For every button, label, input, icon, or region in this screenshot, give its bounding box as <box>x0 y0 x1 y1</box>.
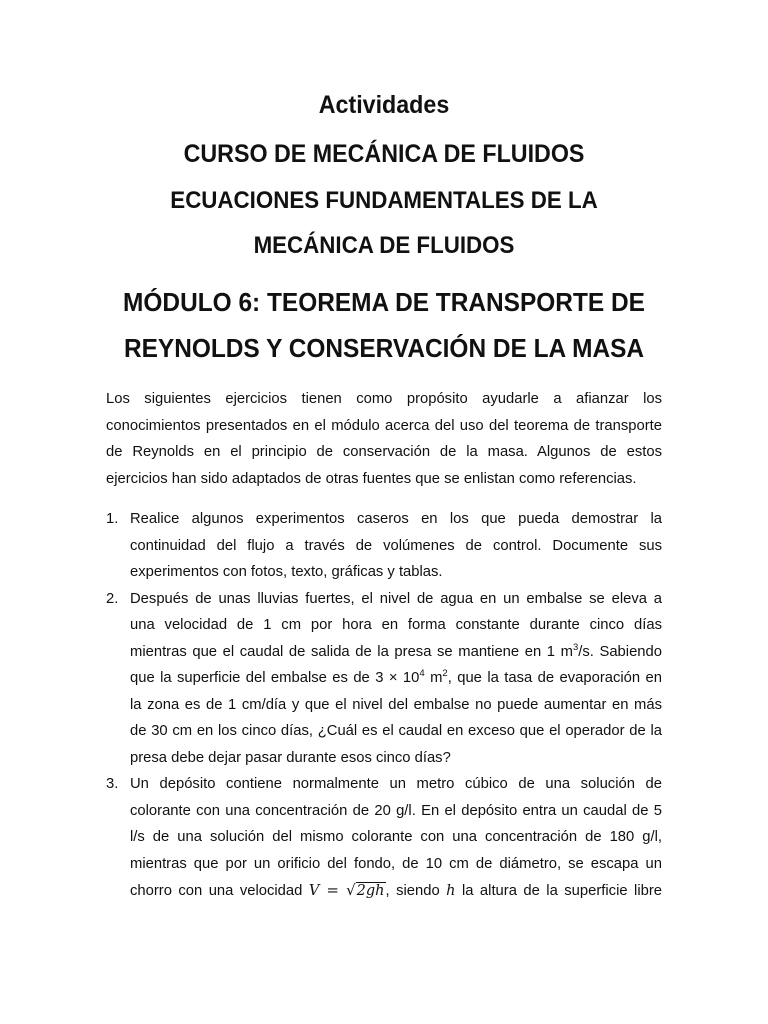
exercise-line: Después de unas lluvias fuertes, el nivel de agua en un embalse se eleva a <box>130 590 662 607</box>
exercise-item <box>106 506 662 586</box>
exercise-text: 30 cm en los cinco días, ¿Cuál es el caudal en exceso que el operador de la <box>151 723 662 739</box>
exercise-text: /s. Sabiendo <box>578 643 662 660</box>
exercise-text: mientras que el caudal de salida de la presa se mantiene en 1 m <box>130 643 573 660</box>
math-equals: = <box>319 881 347 899</box>
superscript: 3 <box>572 641 579 653</box>
exercise-text: , que la tasa de evaporación en <box>447 670 663 686</box>
exercise-text: que la superficie del embalse es de 3 × 10 <box>130 670 420 686</box>
exercise-line: colorante con una concentración de 20 g/l. En el depósito entra un caudal de 5 <box>130 802 662 819</box>
exercise-text: m <box>424 670 443 686</box>
exercise-line <box>130 718 662 745</box>
exercise-line <box>130 639 662 666</box>
exercise-text: la altura de la superficie libre <box>455 883 663 899</box>
exercise-line: experimentos con fotos, texto, gráficas y tablas. <box>130 564 443 580</box>
module-title-line-2: REYNOLDS Y CONSERVACIÓN DE LA MASA <box>123 333 645 363</box>
math-radicand: 2gh <box>356 883 385 899</box>
exercise-line: Un depósito contiene normalmente un metro cúbico de una solución de <box>130 776 662 792</box>
superscript: 2 <box>442 668 448 679</box>
exercise-line: la zona es de 1 cm/día y que el nivel del embalse no puede aumentar en más <box>130 696 662 713</box>
module-title-line-1: MÓDULO 6: TEOREMA DE TRANSPORTE DE <box>123 287 645 317</box>
exercise-text: chorro con una velocidad <box>130 883 309 899</box>
intro-line: de Reynolds en el principio de conservación de la masa. Algunos de estos <box>106 444 662 460</box>
exercise-number: 3. <box>106 776 119 792</box>
exercise-item <box>106 771 662 904</box>
exercise-line: l/s de una solución del mismo colorante con una concentración de 180 g/l, <box>130 829 662 845</box>
exercise-text: de <box>130 723 152 739</box>
intro-line: ejercicios han sido adaptados de otras fuentes que se enlistan como referencias. <box>106 470 637 487</box>
topic-title-line-2: MECÁNICA DE FLUIDOS <box>253 232 515 259</box>
exercise-list <box>106 506 662 904</box>
intro-line: conocimientos presentados en el módulo acerca del uso del teorema de transporte <box>106 417 662 434</box>
exercise-line: Realice algunos experimentos caseros en los que pueda demostrar la <box>130 511 662 527</box>
math-variable: h <box>446 883 456 899</box>
exercise-number: 1. <box>106 511 119 527</box>
math-variable: V <box>308 883 320 899</box>
exercise-line <box>130 877 662 904</box>
course-title: CURSO DE MECÁNICA DE FLUIDOS <box>183 140 585 168</box>
exercise-line: presa debe dejar pasar durante esos cinco días? <box>130 749 451 766</box>
exercise-text: , siendo <box>385 883 447 899</box>
intro-line: Los siguientes ejercicios tienen como propósito ayudarle a afianzar los <box>106 391 662 407</box>
exercise-line: una velocidad de 1 cm por hora en forma constante durante cinco días <box>130 617 662 633</box>
exercise-line <box>130 665 662 692</box>
square-root-symbol: √ <box>346 881 356 899</box>
activities-heading: Actividades <box>318 91 450 119</box>
topic-title-line-1: ECUACIONES FUNDAMENTALES DE LA <box>170 187 598 214</box>
intro-paragraph <box>106 386 662 492</box>
exercise-line: continuidad del flujo a través de volúmenes de control. Documente sus <box>130 537 662 554</box>
superscript: 4 <box>419 668 425 679</box>
exercise-item <box>106 586 662 772</box>
exercise-line: mientras que por un orificio del fondo, de 10 cm de diámetro, se escapa un <box>130 855 662 872</box>
exercise-number: 2. <box>106 590 119 607</box>
